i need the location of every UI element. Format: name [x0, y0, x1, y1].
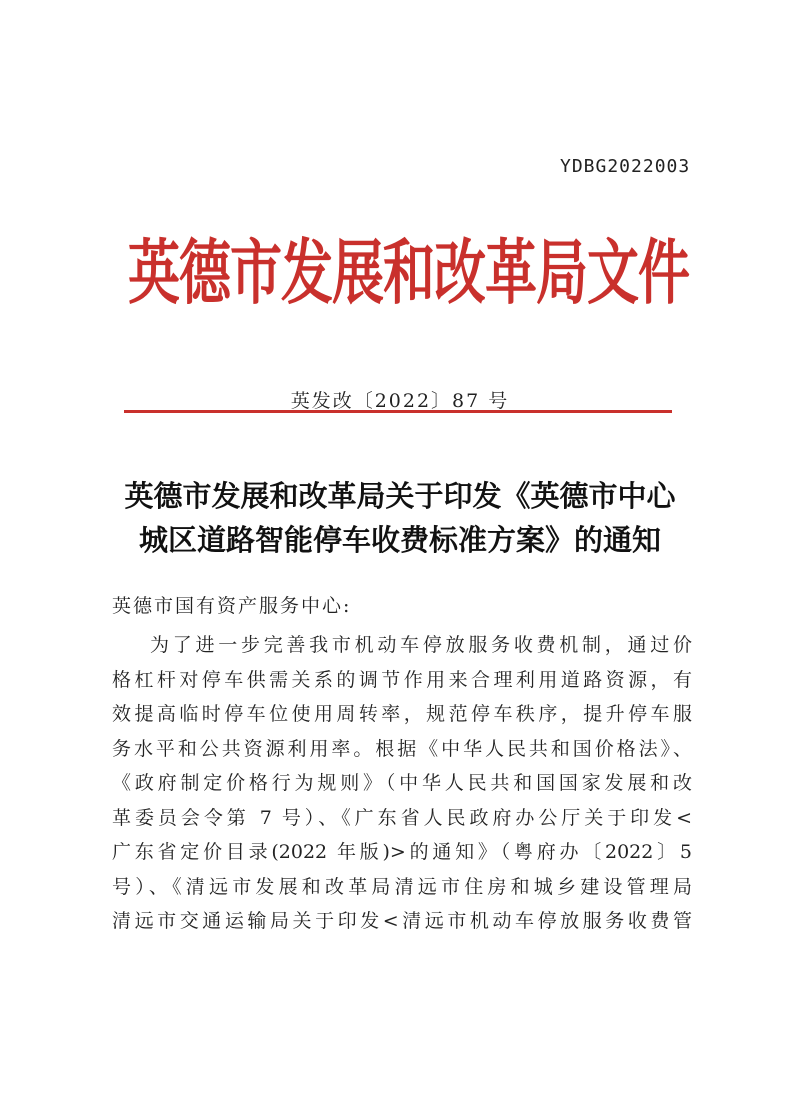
- body-line: 革委员会令第 7 号）、《广东省人民政府办公厅关于印发<: [112, 806, 692, 829]
- body-line: 号）、《清远市发展和改革局清远市住房和城乡建设管理局: [112, 875, 692, 898]
- body-line: 清远市交通运输局关于印发<清远市机动车停放服务收费管: [112, 910, 692, 932]
- addressee: 英德市国有资产服务中心:: [112, 595, 352, 617]
- notice-title: [100, 474, 700, 562]
- body-text: [112, 628, 692, 939]
- body-line: 广东省定价目录(2022 年版)>的通知》（粤府办〔2022〕5: [112, 841, 692, 863]
- notice-title-line-1: 英德市发展和改革局关于印发《英德市中心: [124, 479, 676, 513]
- notice-title-line-2: 城区道路智能停车收费标准方案》的通知: [138, 523, 661, 557]
- body-line: 为了进一步完善我市机动车停放服务收费机制，通过价: [150, 634, 692, 656]
- document-number: 英发改〔2022〕87 号: [290, 390, 510, 412]
- body-line: 格杠杆对停车供需关系的调节作用来合理利用道路资源，有: [112, 668, 692, 691]
- body-line: 务水平和公共资源利用率。根据《中华人民共和国价格法》、: [112, 737, 692, 760]
- document-code: YDBG2022003: [560, 156, 691, 177]
- body-line: 效提高临时停车位使用周转率，规范停车秩序，提升停车服: [112, 703, 692, 725]
- masthead-title: 英德市发展和改革局文件: [128, 232, 690, 315]
- red-divider: [124, 410, 672, 413]
- body-line: 《政府制定价格行为规则》（中华人民共和国国家发展和改: [112, 772, 692, 794]
